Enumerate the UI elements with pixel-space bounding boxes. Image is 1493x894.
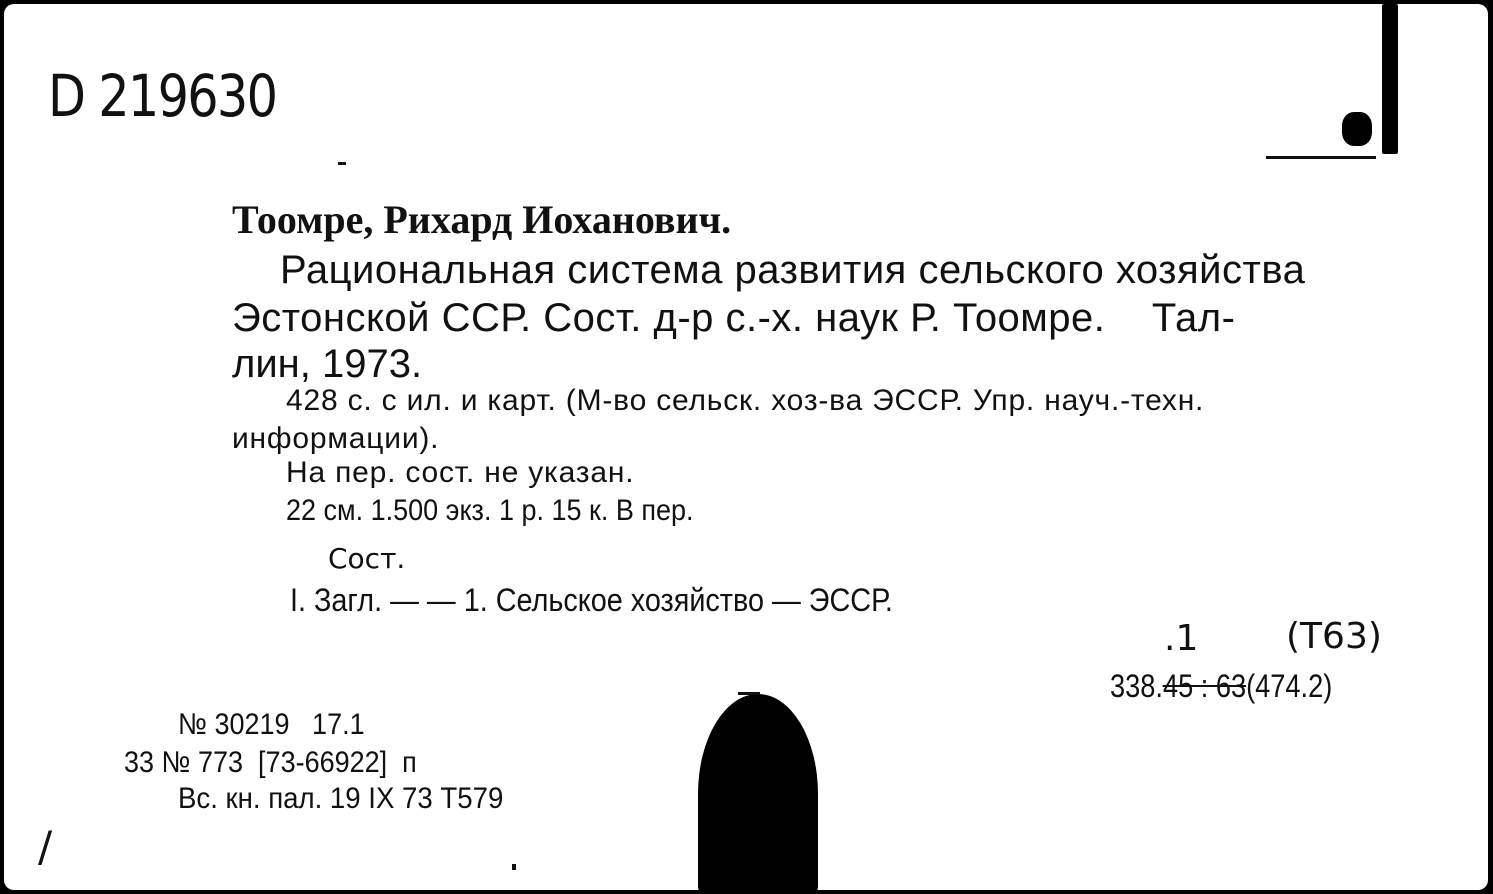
class-mark-code: (Т63): [1286, 616, 1382, 657]
imprint-line-3: Вс. кн. пал. 19 IX 73 Т579: [178, 782, 504, 815]
ink-blot: [698, 694, 818, 890]
collation-line-2: информации).: [232, 422, 440, 455]
handwritten-note: Сост.: [328, 542, 406, 575]
corner-speck: [1266, 156, 1376, 159]
udc-struck: 45 : 63: [1162, 668, 1247, 704]
udc-suffix: (474.2): [1246, 668, 1333, 704]
tracings: I. Загл. — — 1. Сельское хозяйство — ЭССР.: [290, 582, 893, 618]
title-line-1: Рациональная система развития сельского хозяйства: [280, 248, 1306, 292]
catalog-card: [4, 4, 1488, 890]
corner-smudge-2: [1342, 112, 1372, 146]
collation-line-1: 428 с. с ил. и карт. (М-во сельск. хоз-ва ЭССР. Упр. науч.-техн.: [286, 384, 1205, 417]
bottom-speck: [512, 864, 516, 870]
collation-line-4: 22 см. 1.500 экз. 1 р. 15 к. В пер.: [286, 494, 694, 527]
dot-speck: [338, 162, 346, 165]
blot-dash: [738, 692, 760, 695]
margin-mark: /: [38, 822, 53, 871]
collation-line-3: На пер. сост. не указан.: [286, 456, 635, 489]
imprint-line-2: 33 № 773 [73-66922] п: [124, 746, 417, 779]
accession-number: D 219630: [48, 62, 277, 130]
title-line-2: Эстонской ССР. Сост. д-р с.-х. наук Р. Тоомре. Тал-: [232, 296, 1236, 340]
udc-prefix: 338.: [1110, 668, 1163, 704]
corner-smudge: [1382, 4, 1398, 154]
imprint-line-1: № 30219 17.1: [178, 708, 365, 741]
udc-number: [1110, 668, 1332, 705]
title-line-3: лин, 1973.: [232, 342, 423, 386]
class-mark-handwritten: .1: [1164, 618, 1199, 659]
author-heading: Тоомре, Рихард Иоханович.: [232, 197, 732, 242]
